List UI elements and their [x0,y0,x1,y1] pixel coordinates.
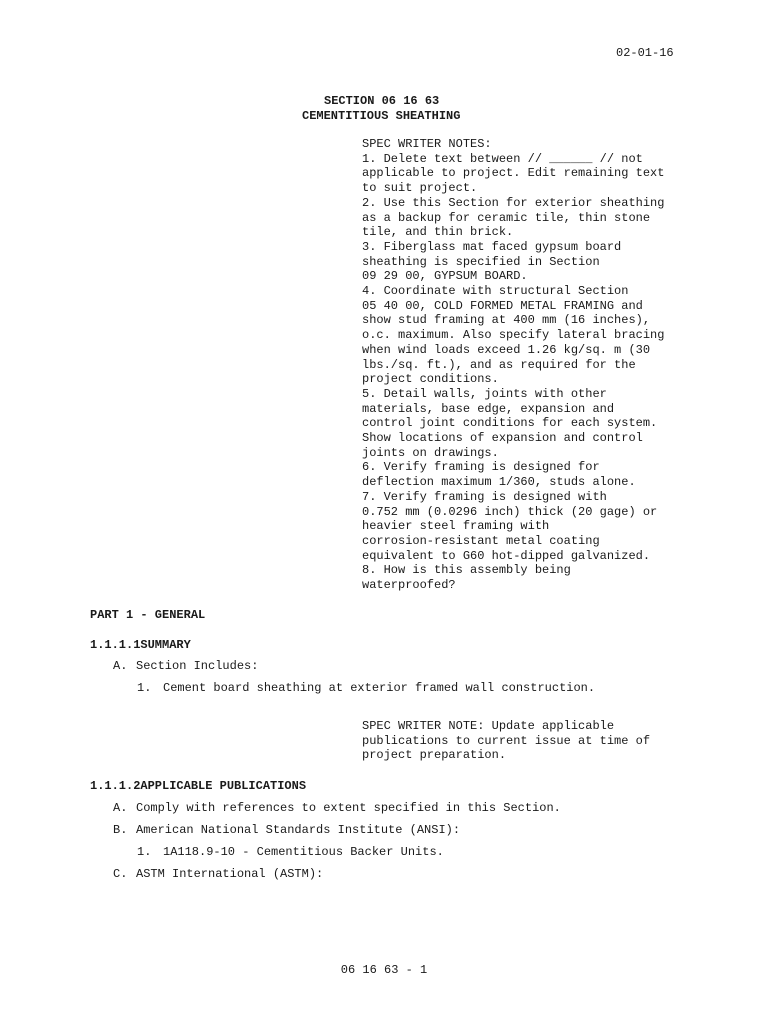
note-line: o.c. maximum. Also specify lateral bracing [362,328,665,343]
item-label: A. [113,659,128,673]
item-text: Cement board sheathing at exterior framed wall construction. [163,681,596,695]
part-heading: PART 1 - GENERAL [90,608,206,622]
note-line: materials, base edge, expansion and [362,401,615,416]
note-line: project preparation. [362,748,507,763]
spec-writer-note-publications [362,719,692,763]
note-line: 6. Verify framing is designed for [362,460,600,475]
note-line: 09 29 00, GYPSUM BOARD. [362,269,528,284]
note-line: control joint conditions for each system. [362,416,658,431]
summary-item-a1 [137,681,595,696]
note-line: 3. Fiberglass mat faced gypsum board [362,239,622,254]
summary-heading: 1.1.1.1SUMMARY [90,638,191,652]
item-text: 1A118.9-10 - Cementitious Backer Units. [163,845,444,859]
publications-item-c [113,867,323,882]
note-line: as a backup for ceramic tile, thin stone [362,210,651,225]
item-text: American National Standards Institute (ANSI): [136,823,461,837]
item-text: Section Includes: [136,659,259,673]
item-text: Comply with references to extent specified in this Section. [136,801,561,815]
note-line: deflection maximum 1/360, studs alone. [362,475,636,490]
note-line: 8. How is this assembly being [362,563,571,578]
summary-item-a [113,659,258,674]
note-line: joints on drawings. [362,445,499,460]
note-line: sheathing is specified in Section [362,254,600,269]
note-line: Show locations of expansion and control [362,431,643,446]
note-line: 0.752 mm (0.0296 inch) thick (20 gage) or [362,504,658,519]
section-number: SECTION 06 16 63 [324,94,440,108]
spec-writer-notes [362,137,692,593]
publications-item-b1 [137,845,444,860]
note-line: tile, and thin brick. [362,225,514,240]
page-footer: 06 16 63 - 1 [340,963,428,977]
item-label: B. [113,823,128,837]
note-line: when wind loads exceed 1.26 kg/sq. m (30 [362,342,651,357]
note-line: publications to current issue at time of [362,733,651,748]
note-line: heavier steel framing with [362,519,550,534]
item-label: C. [113,867,128,881]
header-date: 02-01-16 [616,46,674,60]
note-line: SPEC WRITER NOTES: [362,137,492,151]
note-line: 05 40 00, COLD FORMED METAL FRAMING and [362,298,643,313]
note-line: show stud framing at 400 mm (16 inches), [362,313,651,328]
note-line: SPEC WRITER NOTE: Update applicable [362,719,615,733]
item-label: A. [113,801,128,815]
note-line: 7. Verify framing is designed with [362,489,607,504]
note-line: waterproofed? [362,578,456,593]
publications-item-b [113,823,460,838]
note-line: equivalent to G60 hot-dipped galvanized. [362,548,651,563]
item-label: 1. [137,681,152,695]
publications-item-a [113,801,561,816]
note-line: lbs./sq. ft.), and as required for the [362,357,636,372]
item-text: ASTM International (ASTM): [136,867,324,881]
note-line: 1. Delete text between // ______ // not [362,151,643,166]
note-line: corrosion-resistant metal coating [362,533,600,548]
item-label: 1. [137,845,152,859]
note-line: project conditions. [362,372,499,387]
note-line: applicable to project. Edit remaining text [362,166,665,181]
note-line: 4. Coordinate with structural Section [362,284,629,299]
publications-heading: 1.1.1.2APPLICABLE PUBLICATIONS [90,779,307,793]
note-line: 5. Detail walls, joints with other [362,386,607,401]
note-line: to suit project. [362,181,478,196]
note-line: 2. Use this Section for exterior sheathing [362,195,665,210]
section-title: CEMENTITIOUS SHEATHING [302,108,461,123]
